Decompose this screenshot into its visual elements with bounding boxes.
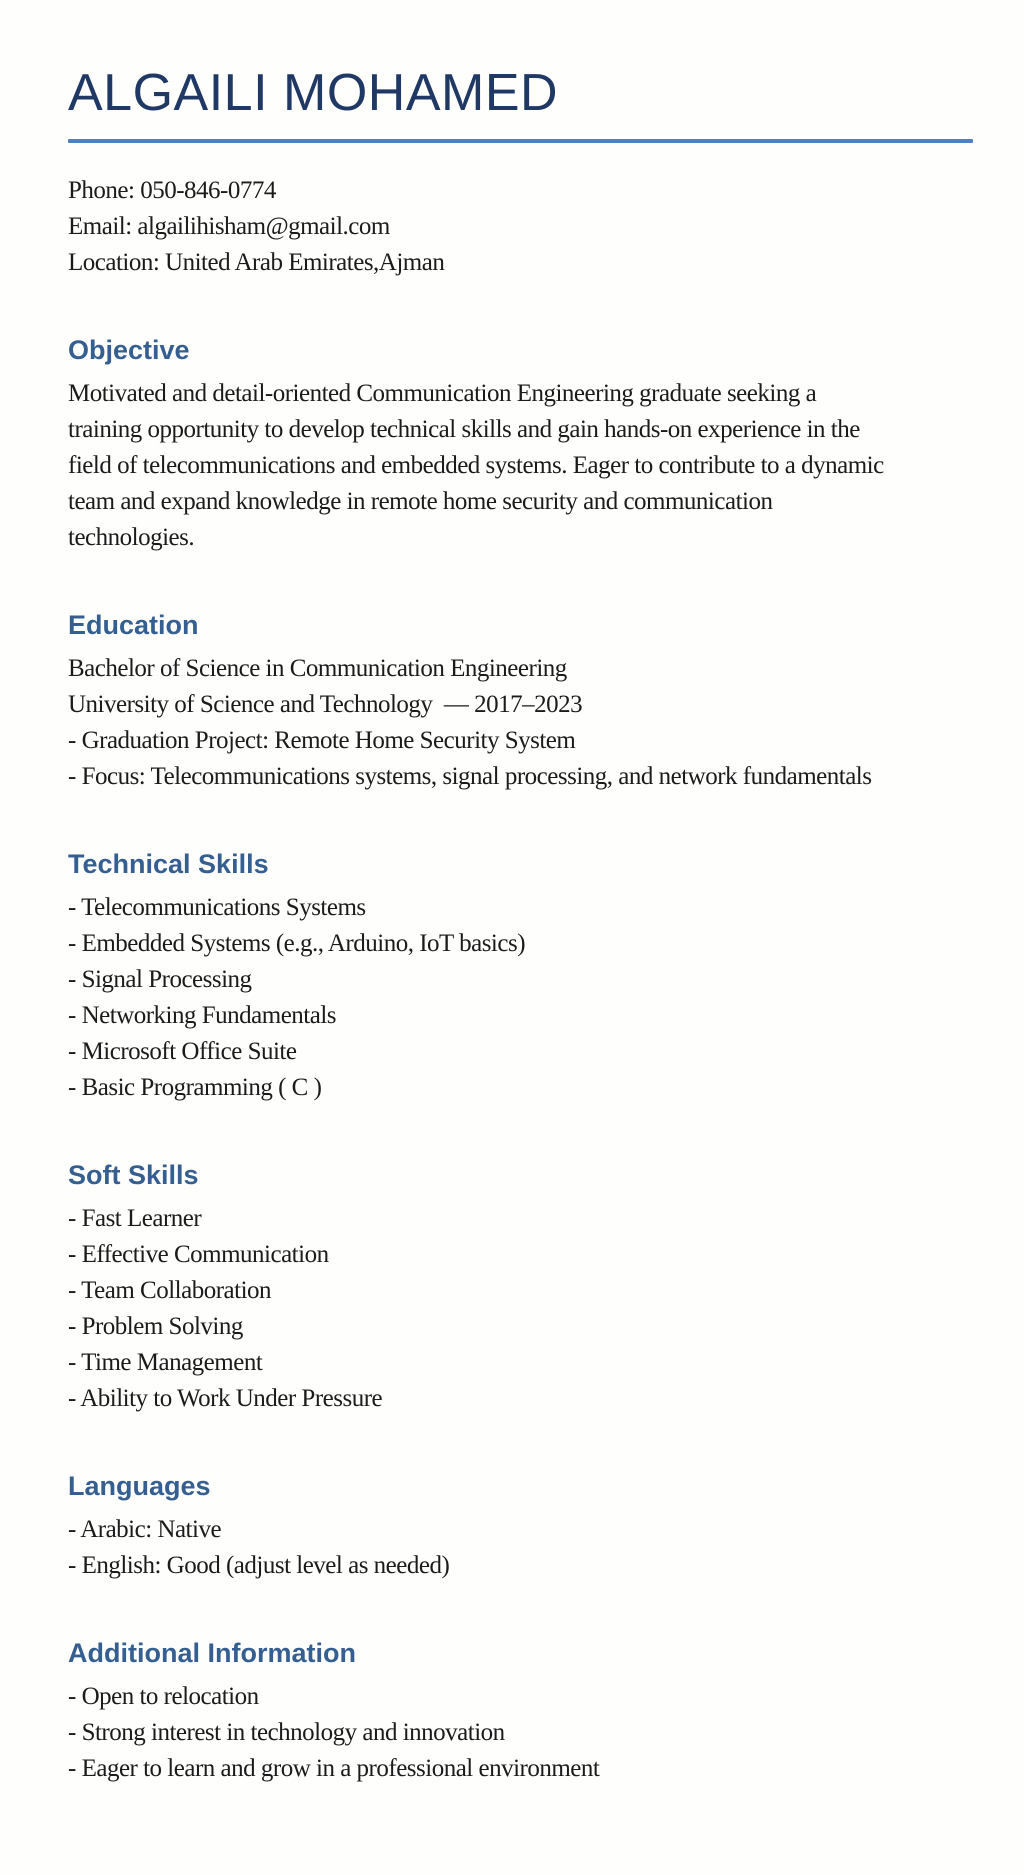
section-line: - Signal Processing	[68, 965, 252, 993]
section-line: - Strong interest in technology and innovation	[68, 1718, 505, 1746]
section-line: technologies.	[68, 523, 195, 551]
section-line: Bachelor of Science in Communication Engineering	[68, 654, 567, 682]
section-line: - Ability to Work Under Pressure	[68, 1384, 383, 1412]
section-heading: Additional Information	[68, 1637, 356, 1668]
resume-sections	[68, 333, 974, 1787]
section-line: training opportunity to develop technical skills and gain hands-on experience in the	[68, 415, 860, 443]
section-heading: Soft Skills	[68, 1159, 199, 1190]
section-body	[68, 1512, 974, 1584]
section-line: - Fast Learner	[68, 1204, 202, 1232]
resume-section	[68, 847, 974, 1106]
section-line: - Arabic: Native	[68, 1515, 222, 1543]
section-line: - Team Collaboration	[68, 1276, 272, 1304]
section-line: - Problem Solving	[68, 1312, 243, 1340]
section-line: field of telecommunications and embedded systems. Eager to contribute to a dynamic	[68, 451, 884, 479]
section-heading: Languages	[68, 1470, 211, 1501]
contact-location: Location: United Arab Emirates,Ajman	[68, 248, 445, 276]
section-body	[68, 1679, 974, 1787]
section-line: - Graduation Project: Remote Home Security System	[68, 726, 576, 754]
section-heading: Education	[68, 609, 199, 640]
header-divider	[68, 139, 973, 143]
section-body	[68, 651, 974, 795]
section-line: - Time Management	[68, 1348, 263, 1376]
section-line: - Microsoft Office Suite	[68, 1037, 297, 1065]
section-line: - Eager to learn and grow in a professional environment	[68, 1754, 600, 1782]
section-line: - Telecommunications Systems	[68, 893, 366, 921]
section-line: - Basic Programming ( C )	[68, 1073, 322, 1101]
section-heading: Technical Skills	[68, 848, 269, 879]
resume-section	[68, 1158, 974, 1417]
section-line: - Networking Fundamentals	[68, 1001, 337, 1029]
section-line: - Open to relocation	[68, 1682, 259, 1710]
section-body	[68, 890, 974, 1106]
resume-name-title: ALGAILI MOHAMED	[68, 64, 559, 122]
section-heading: Objective	[68, 334, 190, 365]
section-body	[68, 1201, 974, 1417]
contact-block	[68, 173, 974, 281]
section-line: - Focus: Telecommunications systems, signal processing, and network fundamentals	[68, 762, 872, 790]
section-line: Motivated and detail-oriented Communication Engineering graduate seeking a	[68, 379, 817, 407]
resume-section	[68, 1636, 974, 1787]
section-line: - Embedded Systems (e.g., Arduino, IoT basics)	[68, 929, 526, 957]
section-line: University of Science and Technology — 2017–2023	[68, 690, 583, 718]
contact-phone: Phone: 050-846-0774	[68, 176, 276, 204]
resume-section	[68, 1469, 974, 1584]
section-line: - English: Good (adjust level as needed)	[68, 1551, 450, 1579]
resume-section	[68, 333, 974, 556]
resume-section	[68, 608, 974, 795]
section-line: team and expand knowledge in remote home security and communication	[68, 487, 773, 515]
section-body	[68, 376, 974, 556]
contact-email: Email: algailihisham@gmail.com	[68, 212, 390, 240]
section-line: - Effective Communication	[68, 1240, 329, 1268]
